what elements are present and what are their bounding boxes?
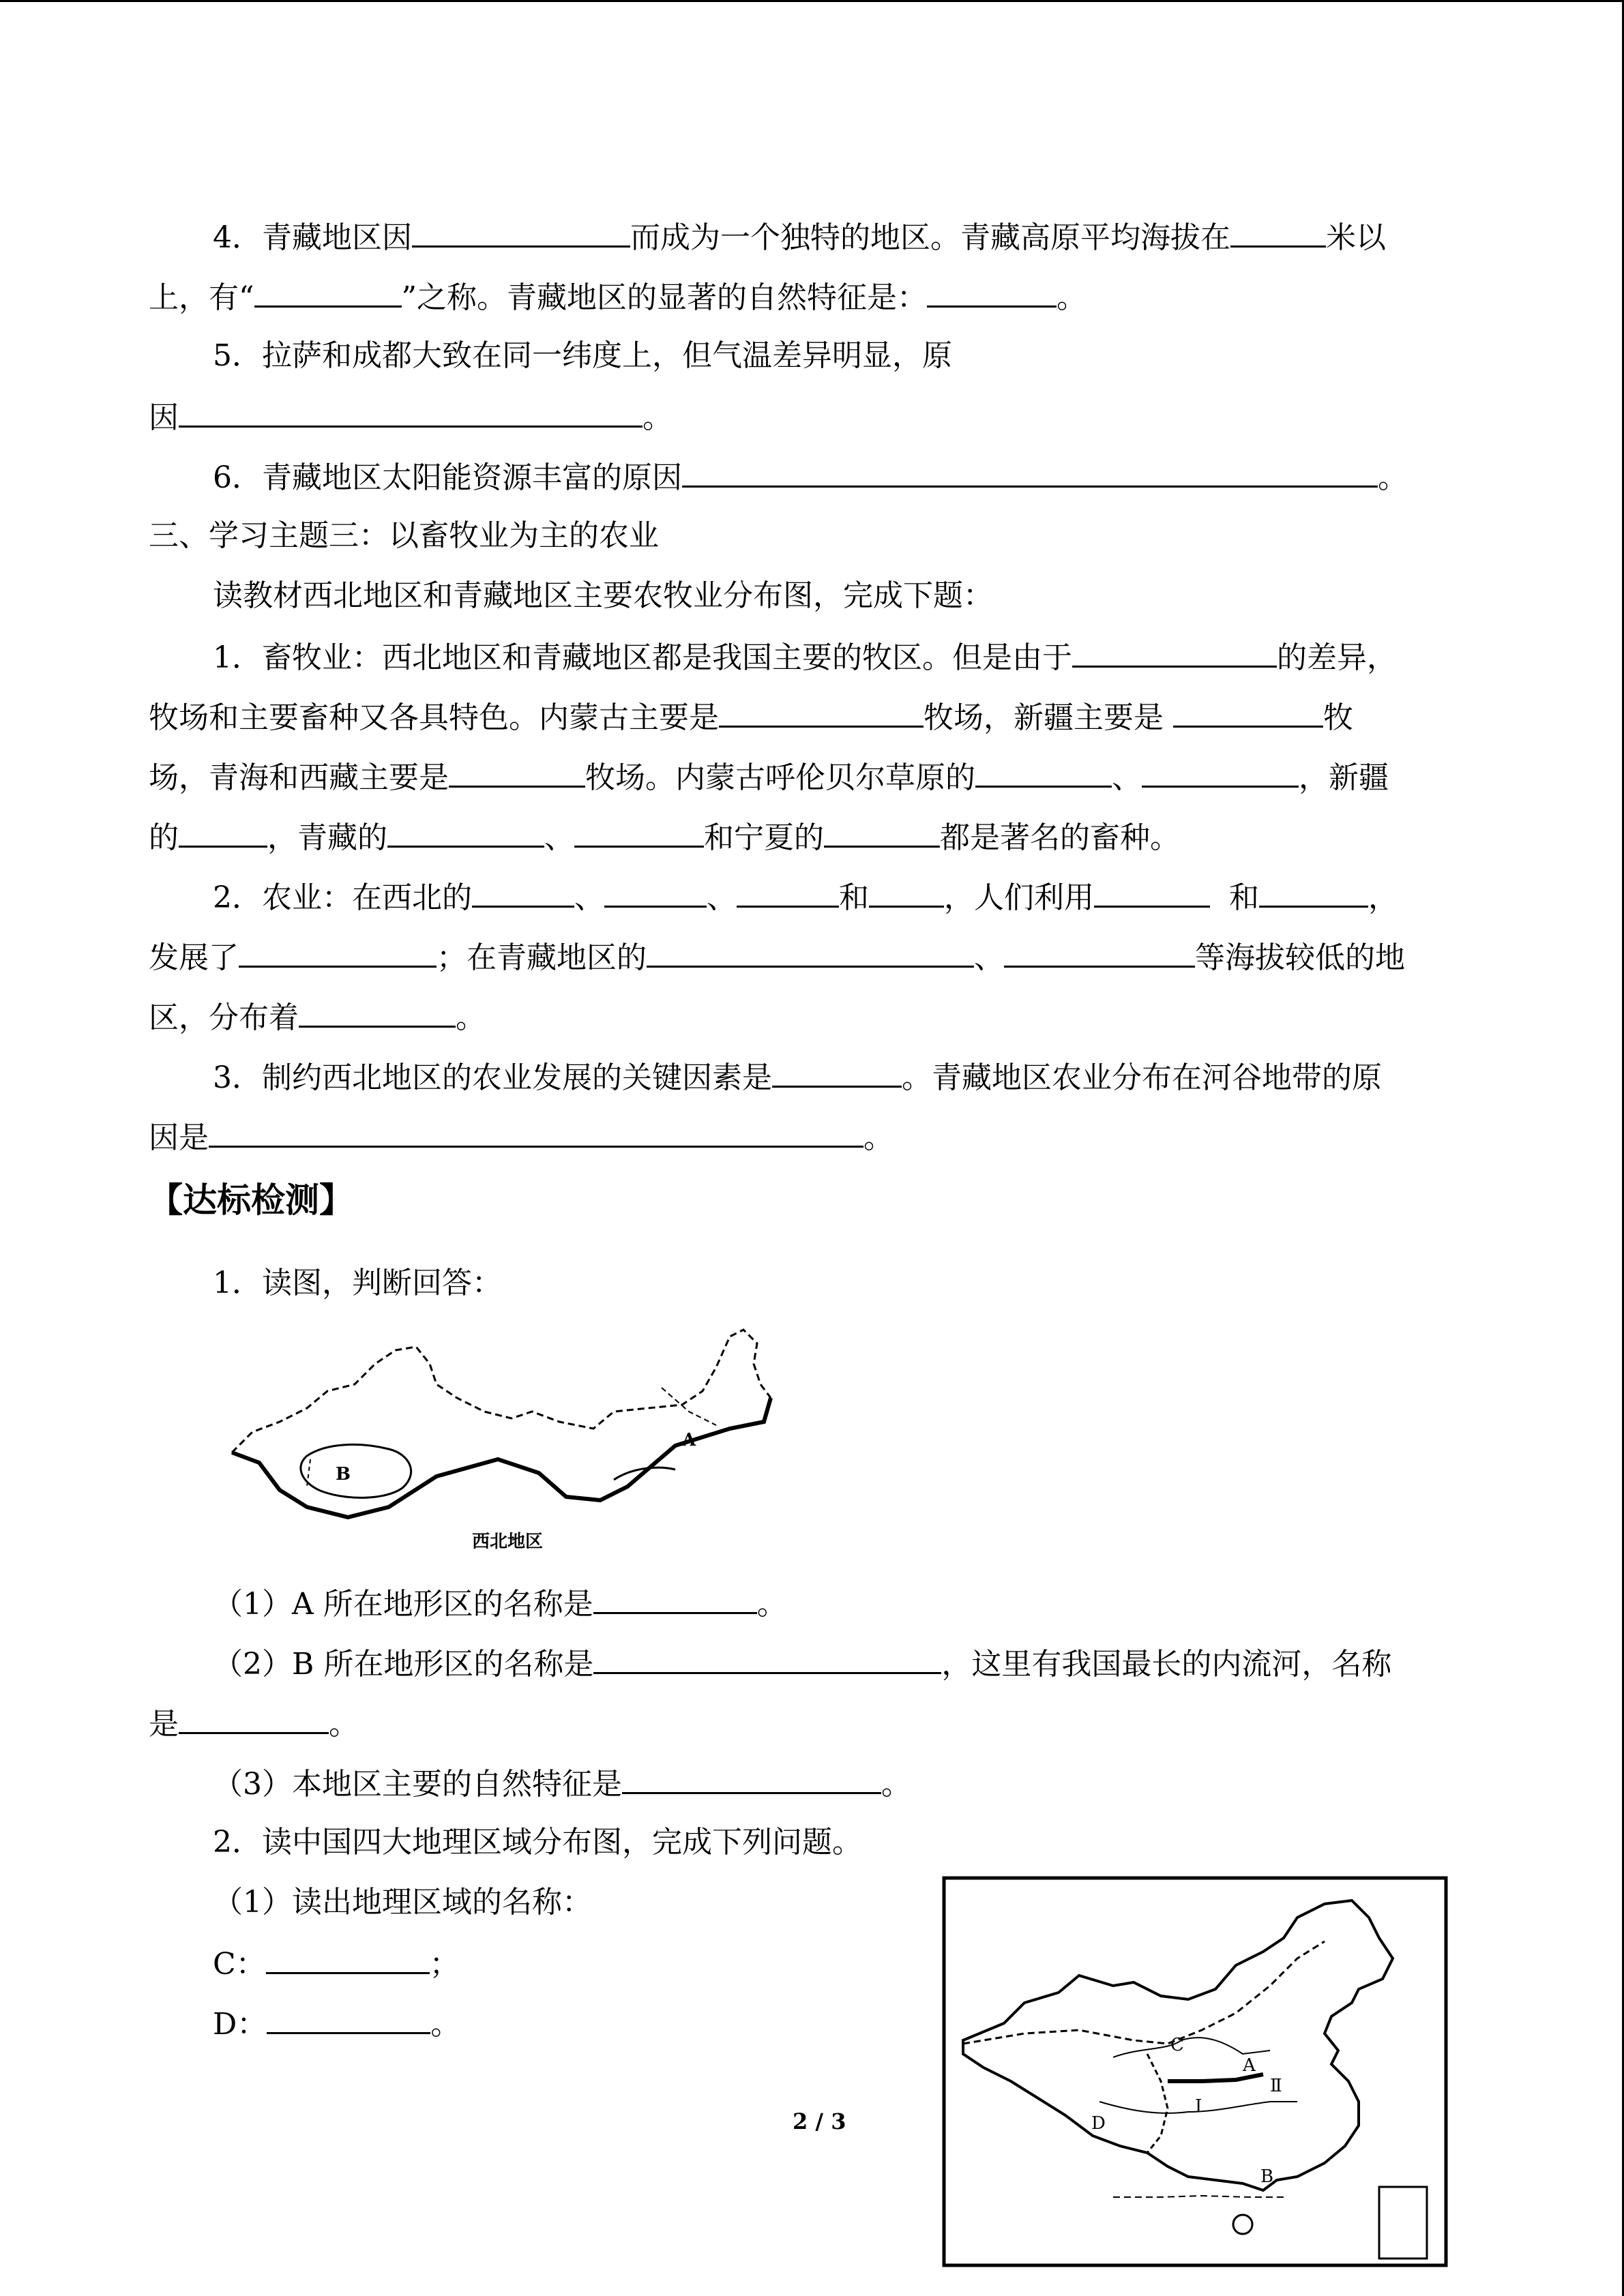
blank[interactable] — [1142, 756, 1299, 788]
blank[interactable] — [927, 275, 1057, 308]
q5-line2: 因 。 — [149, 396, 673, 438]
blank[interactable] — [387, 816, 544, 848]
blank[interactable] — [1173, 696, 1323, 728]
blank[interactable] — [449, 756, 585, 788]
page-number: 2 / 3 — [793, 2108, 846, 2134]
top-border — [0, 0, 1624, 2]
blank[interactable] — [209, 1116, 863, 1148]
region-label-ii: Ⅱ — [1270, 2076, 1282, 2096]
blank[interactable] — [1004, 936, 1195, 968]
t2-line2: 发展了 ；在青藏地区的 、 等海拔较低的地 — [149, 936, 1405, 979]
blank[interactable] — [179, 396, 643, 428]
region-label-b: B — [1260, 2166, 1274, 2187]
d1-p1: （1）A 所在地形区的名称是 。 — [213, 1582, 787, 1625]
t1-line3: 场，青海和西藏主要是 牧场。内蒙古呼伦贝尔草原的 、 ，新疆 — [149, 756, 1389, 799]
t3-line2: 因是 。 — [149, 1116, 894, 1159]
blank[interactable] — [254, 275, 402, 308]
blank[interactable] — [719, 696, 924, 728]
map-frame — [944, 1878, 1446, 2265]
q4-line1: 4．青藏地区因 而成为一个独特的地区。青藏高原平均海拔在 米以 — [213, 215, 1386, 258]
q6-line: 6．青藏地区太阳能资源丰富的原因 。 — [213, 456, 1408, 498]
plateau-boundary — [662, 1388, 716, 1425]
region-label-a: A — [1243, 2055, 1256, 2076]
blank[interactable] — [604, 876, 707, 908]
blank[interactable] — [1094, 876, 1210, 908]
t3-line1: 3．制约西北地区的农业发展的关键因素是 。青藏地区农业分布在河谷地带的原 — [213, 1056, 1382, 1099]
t1-line1: 1．畜牧业：西北地区和青藏地区都是我国主要的牧区。但是由于 的差异， — [213, 636, 1397, 679]
d1-p2-line2: 是 。 — [149, 1702, 359, 1745]
region-label-c: C — [1170, 2035, 1184, 2055]
d2-d-line: D： 。 — [213, 2002, 460, 2045]
blank[interactable] — [412, 215, 630, 248]
map-label-b: B — [336, 1464, 351, 1485]
blank[interactable] — [593, 1582, 757, 1614]
region-label-i: Ⅰ — [1195, 2096, 1202, 2117]
tarim-basin-boundary — [301, 1444, 411, 1497]
blank[interactable] — [647, 936, 974, 968]
t2-line1: 2．农业：在西北的 、 、 和 ，人们利用 和 ， — [213, 876, 1398, 919]
d1-p3: （3）本地区主要的自然特征是 。 — [213, 1762, 911, 1805]
china-regions-map — [943, 1877, 1447, 2267]
blank[interactable] — [975, 756, 1112, 788]
blank[interactable] — [266, 1942, 430, 1974]
section-title: 【达标检测】 — [149, 1180, 353, 1220]
blank[interactable] — [179, 1702, 329, 1734]
northwest-region-map — [211, 1309, 784, 1562]
blank[interactable] — [593, 1642, 941, 1674]
blank[interactable] — [1230, 215, 1326, 248]
theme3-intro: 读教材西北地区和青藏地区主要农牧业分布图，完成下题： — [213, 578, 993, 613]
blank[interactable] — [682, 456, 1378, 488]
blank[interactable] — [267, 2002, 430, 2034]
blank[interactable] — [299, 996, 456, 1028]
blank[interactable] — [1259, 876, 1368, 908]
t1-line4: 的 ，青藏的 、 和宁夏的 都是著名的畜种。 — [149, 816, 1180, 859]
map-caption: 西北地区 — [472, 1532, 544, 1552]
region-label-d: D — [1091, 2113, 1106, 2134]
blank[interactable] — [869, 876, 944, 908]
blank[interactable] — [574, 816, 704, 848]
q5-line1: 5．拉萨和成都大致在同一纬度上，但气温差异明显，原 — [213, 338, 952, 373]
d2-intro: 2．读中国四大地理区域分布图，完成下列问题。 — [213, 1825, 862, 1860]
t1-line2: 牧场和主要畜种又各具特色。内蒙古主要是 牧场，新疆主要是 牧 — [149, 696, 1353, 739]
theme3-heading: 三、学习主题三：以畜牧业为主的农业 — [149, 518, 659, 553]
d2-p1: （1）读出地理区域的名称： — [213, 1885, 592, 1920]
blank[interactable] — [179, 816, 267, 848]
q4-line2: 上，有“ ”之称。青藏地区的显著的自然特征是： 。 — [149, 275, 1087, 318]
blank[interactable] — [772, 1056, 902, 1088]
blank[interactable] — [737, 876, 839, 908]
blank[interactable] — [1072, 636, 1277, 668]
blank[interactable] — [622, 1762, 881, 1794]
d1-intro: 1．读图，判断回答： — [213, 1266, 502, 1300]
blank[interactable] — [239, 936, 437, 968]
d1-p2-line1: （2）B 所在地形区的名称是 ，这里有我国最长的内流河，名称 — [213, 1642, 1391, 1685]
d2-c-line: C： ； — [213, 1942, 460, 1985]
blank[interactable] — [472, 876, 574, 908]
map-label-a: A — [682, 1430, 696, 1450]
blank[interactable] — [824, 816, 940, 848]
t2-line3: 区，分布着 。 — [149, 996, 486, 1039]
